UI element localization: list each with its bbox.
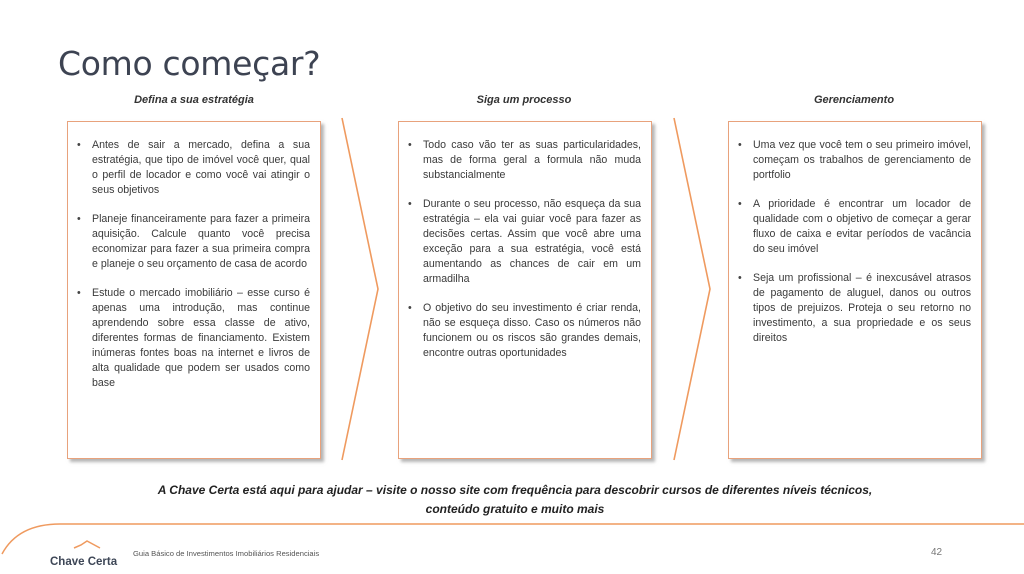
column-heading-strategy: Defina a sua estratégia — [134, 94, 254, 106]
column-heading-process: Siga um processo — [476, 94, 572, 106]
chevron-arrow-icon — [670, 116, 714, 462]
call-to-action — [80, 481, 950, 519]
strategy-box — [67, 121, 321, 459]
footer-curve-decoration — [0, 520, 1024, 574]
management-box — [728, 121, 982, 459]
bullet-item: • A prioridade é encontrar um locador de qualidade com o objetivo de começar a gerar fluxo de caixa e evitar períodos de vacância do seu imóvel — [737, 197, 971, 257]
bullet-item: • Seja um profissional – é inexcusável atrasos de pagamento de aluguel, danos ou outros tipos de prejuizos. Proteja o seu retorno no investimento, a sua propriedade e os seus direitos — [737, 271, 971, 346]
process-bullets — [407, 138, 641, 361]
cta-line-1: A Chave Certa está aqui para ajudar – visite o nosso site com frequência para descobrir cursos de diferentes níveis técnicos, — [157, 483, 873, 497]
bullet-item: • Planeje financeiramente para fazer a primeira aquisição. Calcule quanto você precisa economizar para fazer a sua primeira compra e planeje o seu orçamento de casa de acordo — [76, 212, 310, 272]
bullet-item: • Durante o seu processo, não esqueça da sua estratégia – ela vai guiar você para fazer as decisões certas. Assim que você abre uma exceção para a sua estratégia, você está aumentando as chances de cair em um armadilha — [407, 197, 641, 287]
page-number: 42 — [931, 547, 943, 558]
logo-text: Chave Certa — [50, 556, 118, 568]
chave-certa-logo — [50, 540, 124, 568]
bullet-item: • Estude o mercado imobiliário – esse curso é apenas uma introdução, mas continue aprendendo sobre essa classe de ativo, diferentes formas de financiamento. Existem inúmeras fontes boas na internet e livros de alta qualidade que podem ser usados como base — [76, 286, 310, 391]
bullet-item: • O objetivo do seu investimento é criar renda, não se esqueça disso. Caso os números não funcionem ou os riscos são grandes demais, encontre outras oportunidades — [407, 301, 641, 361]
guide-title: Guia Básico de Investimentos Imobiliários Residenciais — [133, 549, 320, 558]
strategy-bullets — [76, 138, 310, 391]
management-bullets — [737, 138, 971, 346]
process-box — [398, 121, 652, 459]
roof-icon — [72, 540, 102, 550]
cta-line-2: conteúdo gratuito e muito mais — [425, 502, 605, 516]
bullet-item: • Todo caso vão ter as suas particularidades, mas de forma geral a formula não muda substancialmente — [407, 138, 641, 183]
column-heading-management: Gerenciamento — [813, 94, 895, 106]
chevron-arrow-icon — [338, 116, 382, 462]
slide-title: Como começar? — [58, 44, 321, 83]
bullet-item: • Uma vez que você tem o seu primeiro imóvel, começam os trabalhos de gerenciamento de portfolio — [737, 138, 971, 183]
bullet-item: • Antes de sair a mercado, defina a sua estratégia, que tipo de imóvel você quer, qual o perfil de locador e como você vai atingir o seus objetivos — [76, 138, 310, 198]
